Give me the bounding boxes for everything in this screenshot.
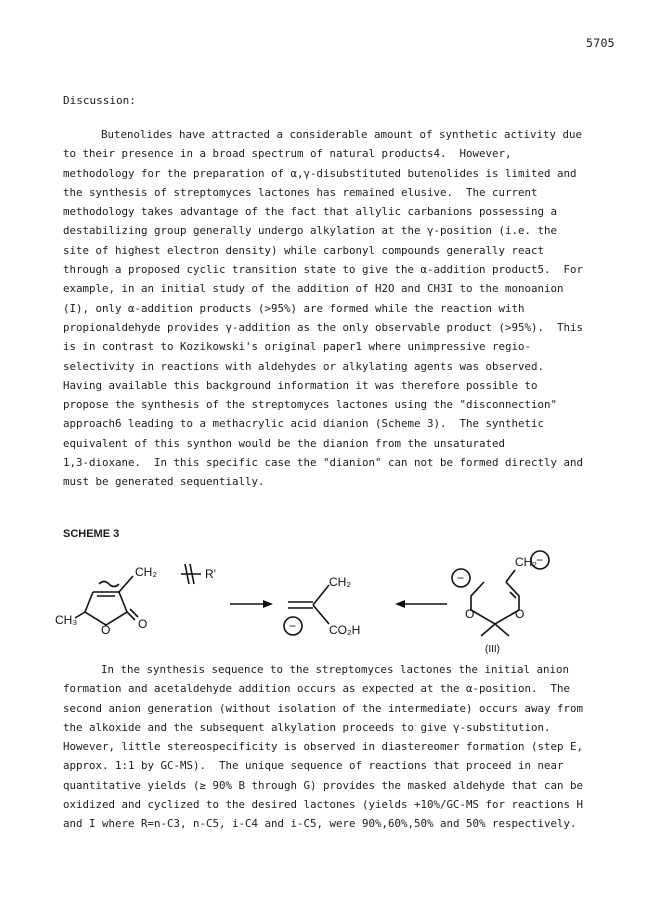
arrow-1-head — [263, 600, 273, 608]
ring-oxygen-label: O — [101, 623, 111, 637]
text-line: to their presence in a broad spectrum of natural products4. However, — [63, 147, 512, 161]
text-line: example, in an initial study of the addition of H2O and CH3I to the monoanion — [63, 282, 564, 296]
ch2-bond — [119, 576, 133, 592]
text-line: approach6 leading to a methacrylic acid dianion (Scheme 3). The synthetic — [63, 417, 545, 431]
text-line: selectivity in reactions with aldehydes or alkylating agents was observed. — [63, 359, 545, 373]
butenolide-ring — [85, 592, 127, 625]
arrow-2-head — [395, 600, 405, 608]
text-line: 1,3-dioxane. In this specific case the "dianion" can not be formed directly and — [63, 456, 584, 470]
text-line: second anion generation (without isolation of the intermediate) occurs away from — [63, 701, 584, 715]
r-prime-label: R' — [205, 567, 216, 581]
paragraph-1 — [63, 125, 611, 492]
text-line: Having available this background information it was therefore possible to — [63, 378, 538, 392]
text-line: Butenolides have attracted a considerable amount of synthetic activity due — [101, 128, 583, 141]
text-line: propionaldehyde provides γ-addition as the only observable product (>95%). This — [63, 320, 584, 334]
text-line: propose the synthesis of the streptomyces lactones using the "disconnection" — [63, 398, 558, 412]
text-line: site of highest electron density) while carbonyl compounds generally react — [63, 243, 545, 257]
text-line: the alkoxide and the subsequent alkylation proceeds to give γ-substitution. — [63, 720, 551, 734]
text-line: is in contrast to Kozikowski's original paper1 where unimpressive regio- — [63, 340, 532, 354]
text-line: destabilizing group generally undergo alkylation at the γ-position (i.e. the — [63, 224, 558, 238]
gem-methyl-1 — [481, 624, 495, 636]
text-line: oxidized and cyclized to the desired lactones (yields +10%/GC-MS for reactions H — [63, 798, 584, 812]
text-line: must be generated sequentially. — [63, 475, 265, 489]
ch2-up-bond — [313, 585, 329, 605]
scheme-label: SCHEME 3 — [63, 528, 120, 540]
co2h-bond — [313, 605, 329, 624]
page-number: 5705 — [586, 36, 615, 50]
text-line: approx. 1:1 by GC-MS). The unique sequence of reactions that proceed in near — [63, 759, 564, 773]
text-line: equivalent of this synthon would be the dianion from the unsaturated — [63, 436, 506, 450]
text-line: methodology takes advantage of the fact that allylic carbanions possessing a — [63, 205, 558, 219]
text-line: In the synthesis sequence to the streptomyces lactones the initial anion — [101, 663, 570, 676]
right-charge-top-sign: − — [536, 553, 544, 567]
middle-ch2-label: CH₂ — [329, 575, 351, 589]
compound-label: (III) — [485, 644, 500, 655]
gem-methyl-2 — [495, 624, 509, 636]
section-heading: Discussion: — [63, 94, 136, 107]
dioxane-oxygen-left: O — [465, 607, 475, 621]
carbonyl-oxygen-label: O — [138, 617, 148, 631]
text-line: and I where R=n-C3, n-C5, i-C4 and i-C5, were 90%,60%,50% and 50% respectively. — [63, 817, 577, 831]
dioxane-ring — [471, 582, 519, 624]
text-line: methodology for the preparation of α,γ-disubstituted butenolides is limited and — [63, 166, 577, 180]
scheme-3-diagram — [55, 540, 623, 658]
middle-charge-sign: − — [289, 619, 297, 633]
left-ch2-label: CH₂ — [135, 565, 157, 579]
paragraph-2 — [63, 660, 611, 834]
right-ch2-label: CH₂ — [515, 555, 537, 569]
text-line: formation and acetaldehyde addition occurs as expected at the α-position. The — [63, 682, 571, 696]
text-line: (I), only α-addition products (>95%) are formed while the reaction with — [63, 301, 525, 315]
ch3-label: CH₃ — [55, 613, 78, 627]
text-line: the synthesis of streptomyces lactones has remained elusive. The current — [63, 185, 538, 199]
disconnection-wavy — [99, 582, 119, 587]
co2h-label: CO₂H — [329, 623, 361, 637]
dioxane-ch2-bond — [506, 570, 515, 582]
text-line: quantitative yields (≥ 90% B through G) provides the masked aldehyde that can be — [63, 778, 584, 792]
dioxane-oxygen-right: O — [515, 607, 525, 621]
right-charge-left-sign: − — [457, 571, 465, 585]
text-line: However, little stereospecificity is observed in diastereomer formation (step E, — [63, 740, 584, 754]
text-line: through a proposed cyclic transition state to give the α-addition product5. For — [63, 263, 584, 277]
